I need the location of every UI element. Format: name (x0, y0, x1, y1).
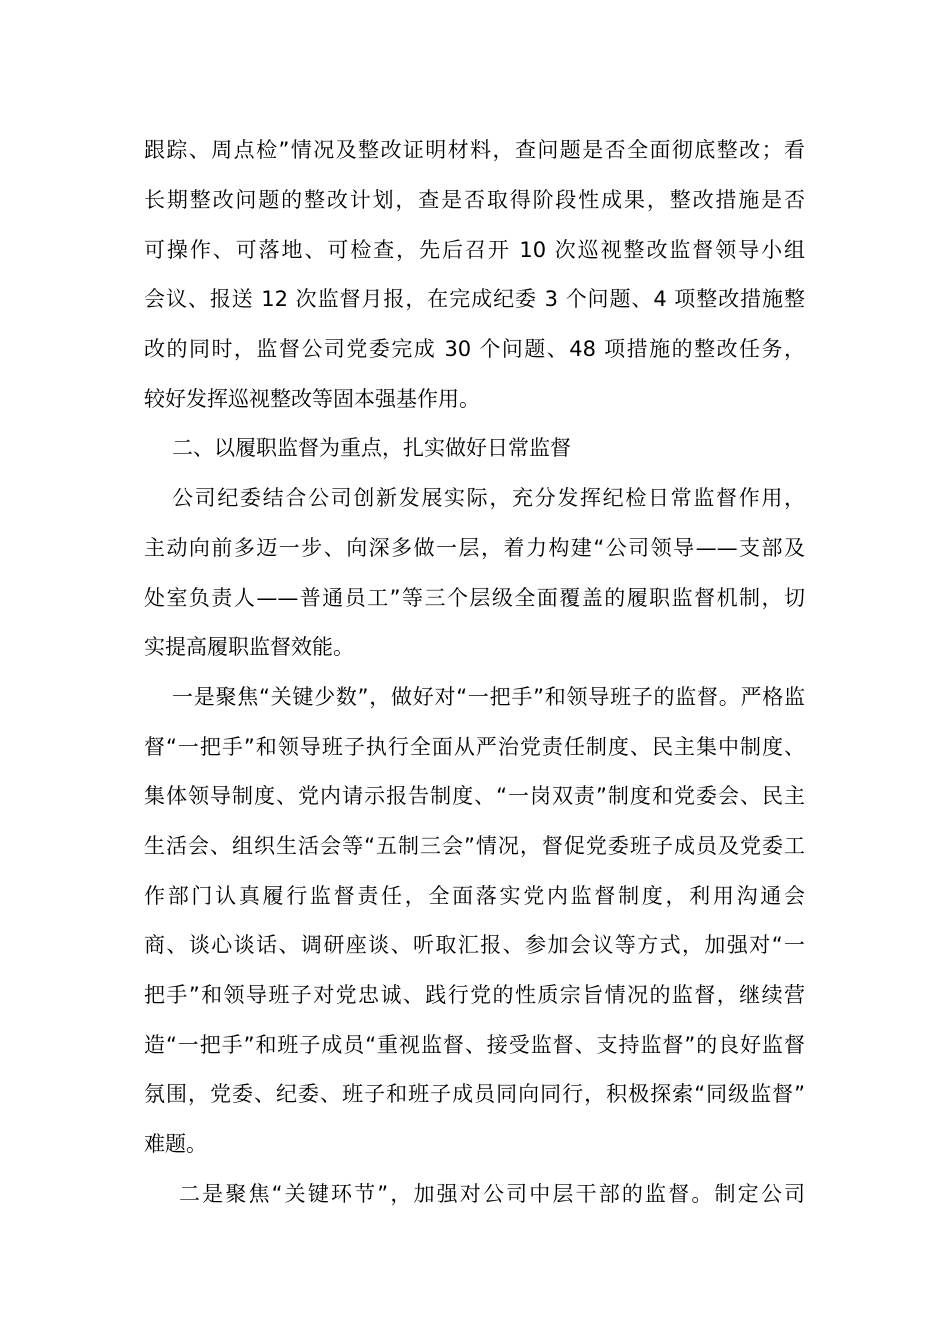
text-line: 主动向前多迈一步、向深多做一层，着力构建“公司领导——支部及 (144, 536, 805, 560)
text-line: 会议、报送 12 次监督月报，在完成纪委 3 个问题、4 项整改措施整 (144, 287, 805, 311)
text-line: 跟踪、周点检”情况及整改证明材料，查问题是否全面彻底整改；看 (144, 138, 805, 162)
text-line: 可操作、可落地、可检查，先后召开 10 次巡视整改监督领导小组 (144, 238, 805, 262)
text-line: 督“一把手”和领导班子执行全面从严治党责任制度、民主集中制度、 (144, 735, 805, 759)
heading-line: 二、以履职监督为重点，扎实做好日常监督 (172, 436, 571, 460)
text-line: 实提高履职监督效能。 (144, 635, 354, 659)
text-line: 公司纪委结合公司创新发展实际，充分发挥纪检日常监督作用， (172, 486, 805, 510)
text-line: 较好发挥巡视整改等固本强基作用。 (144, 387, 480, 411)
text-line: 氛围，党委、纪委、班子和班子成员同向同行，积极探索“同级监督” (144, 1082, 805, 1106)
text-line: 改的同时，监督公司党委完成 30 个问题、48 项措施的整改任务， (144, 337, 805, 361)
text-line: 商、谈心谈话、调研座谈、听取汇报、参加会议等方式，加强对“一 (144, 933, 805, 957)
text-line: 长期整改问题的整改计划，查是否取得阶段性成果，整改措施是否 (144, 188, 805, 212)
text-line: 作部门认真履行监督责任，全面落实党内监督制度，利用沟通会 (144, 884, 805, 908)
text-line: 集体领导制度、党内请示报告制度、“一岗双责”制度和党委会、民主 (144, 784, 805, 808)
text-line: 造“一把手”和班子成员“重视监督、接受监督、支持监督”的良好监督 (144, 1033, 805, 1057)
text-line: 生活会、组织生活会等“五制三会”情况，督促党委班子成员及党委工 (144, 834, 805, 858)
text-line: 处室负责人——普通员工”等三个层级全面覆盖的履职监督机制，切 (144, 586, 805, 610)
text-line: 把手”和领导班子对党忠诚、践行党的性质宗旨情况的监督，继续营 (144, 983, 805, 1007)
text-line: 二是聚焦“关键环节”，加强对公司中层干部的监督。制定公司 (179, 1182, 805, 1206)
text-line: 一是聚焦“关键少数”，做好对“一把手”和领导班子的监督。严格监 (172, 685, 805, 709)
text-line: 难题。 (144, 1132, 207, 1156)
